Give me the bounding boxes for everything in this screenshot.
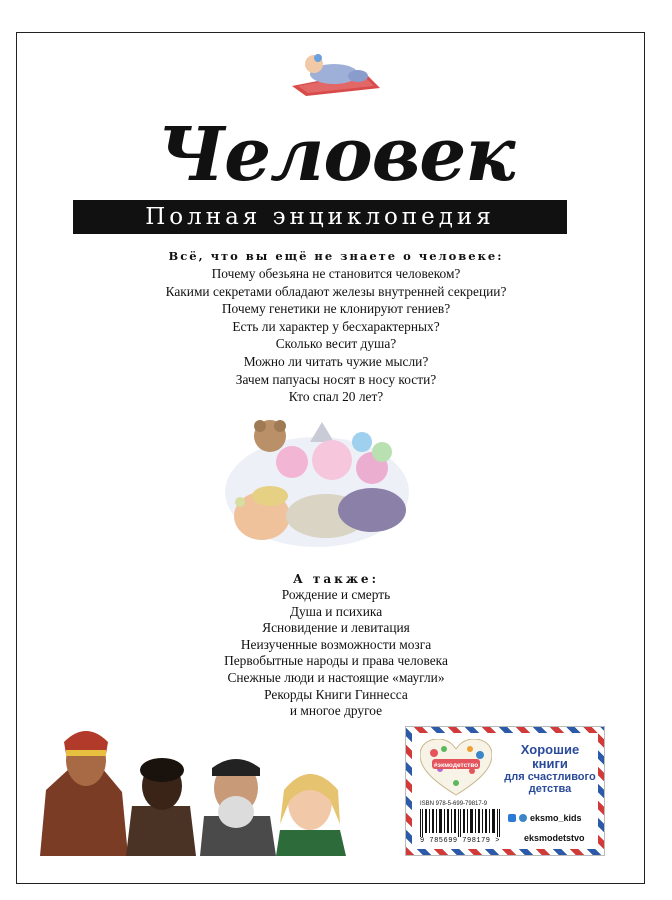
card-heading-line: детства <box>528 783 572 795</box>
also-item: Снежные люди и настоящие «маугли» <box>227 669 445 685</box>
heart-tag-text: #экмодетство <box>433 762 479 769</box>
barcode-number: 9 785699 798179 > <box>420 837 500 845</box>
sleeping-baby-illustration <box>222 412 412 552</box>
card-heading-line: книги <box>532 756 568 771</box>
also-item: Рождение и смерть <box>281 587 391 602</box>
questions-list <box>0 265 672 406</box>
also-item: Ясновидение и левитация <box>262 620 410 636</box>
isbn-text: ISBN 978-5-699-79817-9 <box>420 801 488 807</box>
also-list <box>0 587 672 720</box>
question-item: Можно ли читать чужие мысли? <box>243 353 429 369</box>
publisher-card <box>406 727 604 855</box>
card-heading-line: Хорошие <box>520 742 580 757</box>
social-kids-label: eksmo_kids <box>530 813 582 823</box>
vk-icon <box>508 814 516 822</box>
question-item: Зачем папуасы носят в носу кости? <box>235 371 437 387</box>
question-item: Сколько весит душа? <box>275 336 397 352</box>
book-subtitle: Полная энциклопедия <box>73 200 567 234</box>
barcode <box>420 809 502 837</box>
question-item: Кто спал 20 лет? <box>288 389 384 405</box>
book-title: Человек <box>157 112 515 198</box>
card-heading <box>498 743 602 795</box>
question-item: Почему генетики не клонируют гениев? <box>221 301 451 317</box>
also-item: Неизученные возможности мозга <box>240 636 432 652</box>
social-detstvo-label: eksmodetstvo <box>524 833 585 843</box>
question-item: Есть ли характер у бесхарактерных? <box>232 318 440 334</box>
also-item: и многое другое <box>289 703 383 719</box>
social-handle-kids <box>508 813 582 823</box>
also-heading: А также: <box>292 572 379 586</box>
also-item: Душа и психика <box>289 603 383 619</box>
question-item: Почему обезьяна не становится человеком? <box>211 266 461 281</box>
heart-logo-icon <box>420 739 492 797</box>
intro-heading: Всё, что вы ещё не знаете о человеке: <box>168 249 504 263</box>
baby-on-blanket-illustration <box>288 48 384 96</box>
also-item: Рекорды Книги Гиннесса <box>264 686 408 702</box>
people-portraits-illustration <box>40 720 370 856</box>
card-heading-line: для счастливого <box>504 771 596 783</box>
also-item: Первобытные народы и права человека <box>224 653 448 669</box>
question-item: Какими секретами обладают железы внутренней секреции? <box>165 283 507 299</box>
telegram-icon <box>519 814 527 822</box>
